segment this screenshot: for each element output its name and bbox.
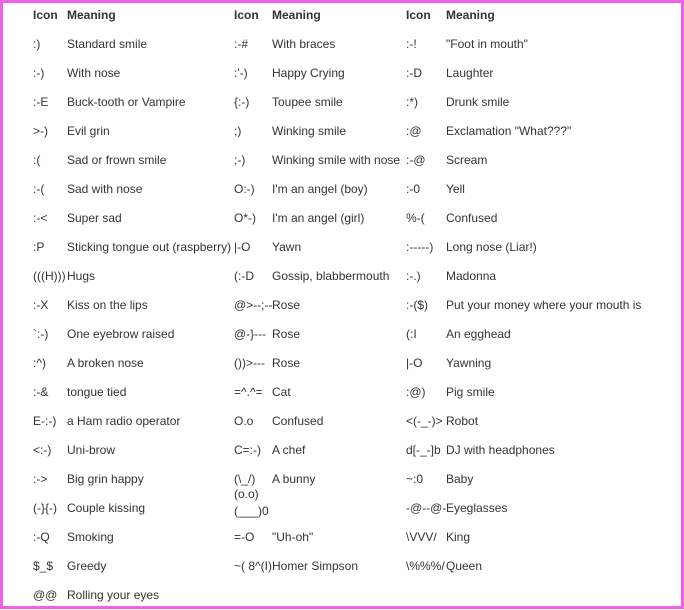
meaning-text: One eyebrow raised [67,327,175,341]
emoticon-text: :@ [406,124,422,138]
emoticon-text: :-Q [33,530,50,544]
meaning-text: Super sad [67,211,122,225]
meaning-text: Sad with nose [67,182,143,196]
meaning-text: With braces [272,37,336,51]
meaning-text: Yell [446,182,465,196]
meaning-text: Evil grin [67,124,110,138]
emoticon-text: (:I [406,327,417,341]
emoticon-text: ())>--- [234,356,265,370]
header-meaning: Meaning [272,8,321,22]
emoticon-text: =-O [234,530,255,544]
meaning-text: An egghead [446,327,511,341]
emoticon-text: \%%%/ [406,559,445,573]
emoticon-text: :-> [33,472,48,486]
header-meaning: Meaning [67,8,116,22]
meaning-text: Eyeglasses [446,501,508,515]
header-meaning: Meaning [446,8,495,22]
meaning-text: Sad or frown smile [67,153,167,167]
meaning-text: Gossip, blabbermouth [272,269,390,283]
meaning-text: Rose [272,356,301,370]
emoticon-text: :-E [33,95,49,109]
meaning-text: Happy Crying [272,66,345,80]
emoticon-text: C=:-) [234,443,261,457]
meaning-text: With nose [67,66,121,80]
header-icon: Icon [234,8,259,22]
emoticon-text: @-}--- [234,327,267,341]
meaning-text: King [446,530,471,544]
meaning-text: Long nose (Liar!) [446,240,537,254]
emoticon-text: @>--;-- [234,298,273,312]
meaning-text: Rolling your eyes [67,588,160,602]
meaning-text: Yawning [446,356,492,370]
meaning-text: DJ with headphones [446,443,555,457]
emoticon-text: :-0 [406,182,421,196]
meaning-text: Greedy [67,559,107,573]
emoticon-text: <:-) [33,443,52,457]
header-icon: Icon [33,8,58,22]
meaning-text: a Ham radio operator [67,414,181,428]
meaning-text: Hugs [67,269,96,283]
emoticon-text: \VVV/ [406,530,437,544]
meaning-text: Rose [272,327,301,341]
emoticon-text: :) [33,37,41,51]
meaning-text: I'm an angel (girl) [272,211,365,225]
emoticon-text: {:-) [234,95,250,109]
emoticon-text: :-< [33,211,48,225]
emoticon-text: :-X [33,298,49,312]
meaning-text: Uni-brow [67,443,116,457]
meaning-text: Queen [446,559,483,573]
emoticon-text: `:-) [33,327,49,341]
meaning-text: Kiss on the lips [67,298,148,312]
meaning-text: Winking smile with nose [272,153,401,167]
meaning-text: Pig smile [446,385,495,399]
emoticon-text: ;-) [234,153,246,167]
emoticon-text: :-----) [406,240,434,254]
emoticon-text: O:-) [234,182,255,196]
emoticon-text: (\_/) [234,472,256,486]
emoticon-text: :-@ [406,153,426,167]
emoticon-text: (:-D [234,269,254,283]
meaning-text: A chef [272,443,306,457]
meaning-text: Toupee smile [272,95,343,109]
meaning-text: Madonna [446,269,497,283]
emoticon-text: :*) [406,95,418,109]
meaning-text: Baby [446,472,474,486]
emoticon-text: ;) [234,124,242,138]
meaning-text: A broken nose [67,356,144,370]
emoticon-text: ~( 8^(I) [234,559,272,573]
meaning-text: Sticking tongue out (raspberry) [67,240,232,254]
emoticon-text: :-.) [406,269,421,283]
meaning-text: Homer Simpson [272,559,359,573]
emoticon-text: :-D [406,66,422,80]
emoticon-text: O*-) [234,211,256,225]
meaning-text: Exclamation "What???" [446,124,572,138]
emoticon-text: (((H))) [33,269,66,283]
emoticon-text: (___)0 [234,504,269,518]
emoticon-text: d[-_-]b [406,443,441,457]
emoticon-text: <(-_-)> [406,414,443,428]
meaning-text: Robot [446,414,479,428]
meaning-text: Scream [446,153,488,167]
meaning-text: Buck-tooth or Vampire [67,95,186,109]
meaning-text: Couple kissing [67,501,146,515]
meaning-text: Yawn [272,240,302,254]
emoticon-text: :-# [234,37,249,51]
emoticon-text: :-($) [406,298,428,312]
meaning-text: Confused [272,414,324,428]
emoticon-text: (o.o) [234,487,259,501]
emoticon-text: :P [33,240,45,254]
emoticon-text: |-O [406,356,423,370]
emoticon-text: :-! [406,37,417,51]
meaning-text: Cat [272,385,291,399]
meaning-text: tongue tied [67,385,127,399]
emoticon-text: >-) [33,124,48,138]
emoticon-text: %-( [406,211,425,225]
meaning-text: Confused [446,211,498,225]
meaning-text: Put your money where your mouth is [446,298,642,312]
emoticon-text: :-& [33,385,49,399]
emoticon-text: (-}{-) [33,501,57,515]
emoticon-text: :@) [406,385,426,399]
meaning-text: Laughter [446,66,494,80]
meaning-text: Rose [272,298,301,312]
emoticon-text: =^.^= [234,385,263,399]
meaning-text: "Uh-oh" [272,530,314,544]
emoticon-text: O.o [234,414,254,428]
emoticon-text: :-( [33,182,45,196]
meaning-text: Smoking [67,530,114,544]
emoticon-text: E-:-) [33,414,57,428]
meaning-text: Standard smile [67,37,148,51]
emoticon-text: :-) [33,66,45,80]
emoticon-text: @@ [33,588,58,602]
emoticon-text: $_$ [33,559,54,573]
header-icon: Icon [406,8,431,22]
meaning-text: Winking smile [272,124,347,138]
meaning-text: Drunk smile [446,95,510,109]
meaning-text: "Foot in mouth" [446,37,528,51]
emoticon-text: ~:0 [406,472,424,486]
emoticon-text: :^) [33,356,46,370]
emoticon-text: |-O [234,240,251,254]
meaning-text: I'm an angel (boy) [272,182,368,196]
emoticon-text: :'-) [234,66,248,80]
meaning-text: Big grin happy [67,472,144,486]
meaning-text: A bunny [272,472,316,486]
emoticon-text: -@--@- [406,501,447,515]
emoticon-text: :( [33,153,41,167]
